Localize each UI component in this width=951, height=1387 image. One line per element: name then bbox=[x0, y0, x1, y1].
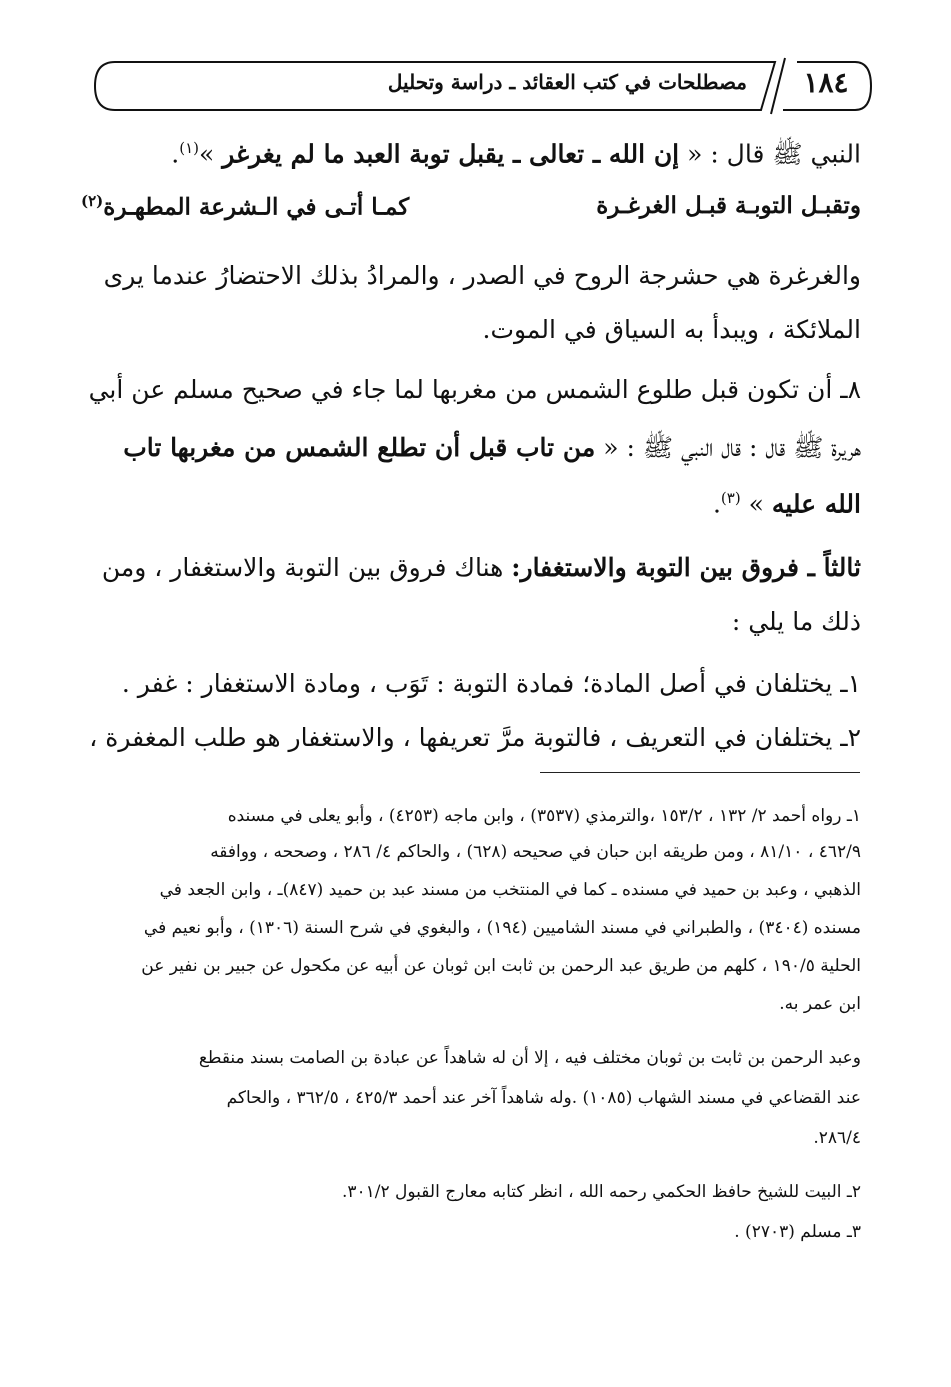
body-line-5: ٨ـ أن تكون قبل طلوع الشمس من مغربها لما جاء في صحيح مسلم عن أبي bbox=[88, 375, 861, 404]
verse-line bbox=[81, 192, 861, 232]
body-line-3: والغرغرة هي حشرجة الروح في الصدر ، والمرادُ بذلك الاحتضارُ عندما يرى bbox=[103, 261, 861, 290]
body-line-9: ذلك ما يلي : bbox=[731, 607, 861, 636]
footnote-2: ٢ـ البيت للشيخ حافظ الحكمي رحمه الله ، انظر كتابه معارج القبول ٣٠١/٢. bbox=[341, 1182, 861, 1202]
page-number: ١٨٤ bbox=[803, 66, 849, 99]
body-line-7 bbox=[81, 478, 861, 524]
footnote-1-line-5: الحلية ١٩٠/٥ ، كلهم من طريق عبد الرحمن بن ثابت ابن ثوبان عن أبيه عن مكحول عن جبير بن نفير عن bbox=[141, 956, 861, 976]
verse-first-hemistich: وتقبـل التوبـة قبـل الغرغـرة bbox=[596, 192, 861, 219]
text-segment: هريرة ﷺ قال : قال النبي ﷺ : « bbox=[595, 433, 861, 462]
footnote-ref-2: (٢) bbox=[81, 192, 104, 210]
running-title: مصطلحات في كتب العقائد ـ دراسة وتحليل bbox=[387, 70, 747, 94]
footnote-divider bbox=[540, 772, 860, 773]
text-segment: . bbox=[712, 489, 721, 519]
body-line-11: ٢ـ يختلفان في التعريف ، فالتوبة مرَّ تعريفها ، والاستغفار هو طلب المغفرة ، bbox=[89, 723, 861, 752]
section-heading: ثالثاً ـ فروق بين التوبة والاستغفار: bbox=[511, 553, 861, 582]
footnote-1-line-8: عند القضاعي في مسند الشهاب (١٠٨٥) .وله شاهداً آخر عند أحمد ٤٢٥/٣ ، ٣٦٢/٥ ، والحاكم bbox=[226, 1088, 861, 1108]
footnote-1-line-3: الذهبي ، وعبد بن حميد في مسنده ـ كما في المنتخب من مسند عبد بن حميد (٨٤٧)ـ ، وابن الجعد في bbox=[159, 880, 861, 900]
footnote-1-line-1: ١ـ رواه أحمد ٢/ ١٣٢ ، ١٥٣/٢ ،والترمذي (٣٥٣٧) ، وابن ماجه (٤٢٥٣) ، وأبو يعلى في مسنده bbox=[227, 806, 861, 826]
text-segment: كمـا أتـى في الـشرعة المطهـرة bbox=[103, 193, 410, 221]
body-line-4: الملائكة ، ويبدأ به السياق في الموت. bbox=[482, 315, 861, 344]
body-line-8 bbox=[81, 548, 861, 588]
body-line-10: ١ـ يختلفان في أصل المادة؛ فمادة التوبة : تَوَب ، ومادة الاستغفار : غفر . bbox=[121, 669, 861, 698]
verse-second-hemistich bbox=[81, 192, 409, 221]
footnote-1-line-7: وعبد الرحمن بن ثابت بن ثوبان مختلف فيه ، إلا أن له شاهداً عن عبادة بن الصامت بسند منقطع bbox=[198, 1048, 861, 1068]
footnote-1-line-2: ٤٦٢/٩ ، ٨١/١٠ ، ومن طريقه ابن حبان في صحيحه (٦٢٨) ، والحاكم ٤/ ٢٨٦ ، وصححه ، ووافقه bbox=[210, 842, 861, 862]
text-segment: هناك فروق بين التوبة والاستغفار ، ومن bbox=[101, 553, 512, 582]
hadith-text: من تاب قبل أن تطلع الشمس من مغربها تاب bbox=[123, 433, 596, 462]
text-segment: النبي ﷺ قال : « bbox=[679, 139, 861, 169]
footnote-1-line-6: ابن عمر به. bbox=[779, 994, 861, 1014]
hadith-text: إن الله ـ تعالى ـ يقبل توبة العبد ما لم يغرغر bbox=[222, 139, 680, 169]
text-segment: » bbox=[199, 139, 223, 169]
text-segment: . bbox=[171, 139, 180, 169]
footnote-1-line-4: مسنده (٣٤٠٤) ، والطبراني في مسند الشاميين (١٩٤) ، والبغوي في شرح السنة (١٣٠٦) ، وأبو نعيم في bbox=[143, 918, 861, 938]
footnote-ref-3: (٣) bbox=[720, 489, 741, 507]
body-line-1 bbox=[81, 128, 861, 174]
body-line-6 bbox=[81, 428, 861, 468]
footnote-ref-1: (١) bbox=[179, 139, 199, 157]
footnote-3: ٣ـ مسلم (٢٧٠٣) . bbox=[734, 1222, 861, 1242]
text-segment: » bbox=[740, 489, 772, 519]
page-header bbox=[85, 52, 877, 116]
footnote-1-line-9: ٢٨٦/٤. bbox=[813, 1128, 861, 1148]
hadith-text: الله عليه bbox=[771, 489, 861, 519]
